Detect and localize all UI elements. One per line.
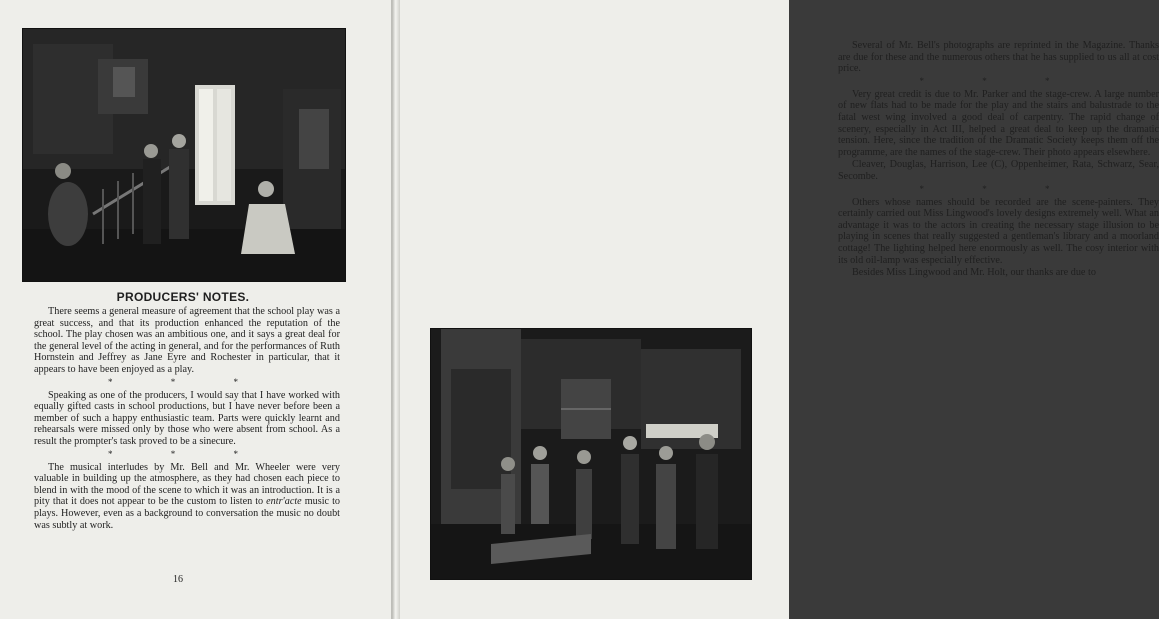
library-scene-illustration	[23, 29, 345, 281]
paragraph-thanks: Besides Miss Lingwood and Mr. Holt, our thanks are due to	[852, 267, 1096, 279]
cottage-scene-illustration	[431, 329, 751, 579]
paragraph-stage-crew: Very great credit is due to Mr. Parker and the stage-crew. A large number of new flats had to be made for the play and the stairs and balustrade to the fatal west wing involved a good deal of carpentry. The rapid change of scenery, especially in Act III, helped a great deal to keep up the dramatic tension. Here, since the tradition of the Dramatic Society keeps them off the programme, are the names of the stage-crew. Their photo appears elsewhere.	[838, 88, 1159, 158]
section-separator: * * *	[108, 448, 266, 459]
page-number: 16	[173, 574, 183, 585]
stage-crew-names: Cleaver, Douglas, Harrison, Lee (C), Oppenheimer, Rata, Schwarz, Sear, Secombe.	[838, 159, 1159, 182]
paragraph-photographs: Several of Mr. Bell's photographs are reprinted in the Magazine. Thanks are due for these and the numerous others that he has supplied to us all at cost price.	[838, 40, 1159, 75]
paragraph-happy-team: Speaking as one of the producers, I would say that I have worked with equally gifted casts in school productions, but I have never before been a member of such a happy enthusiastic team. Parts were quickly learnt and rehearsals were missed only by those who were absent from school. As a result the prompter's task proved to be a sinecure.	[34, 389, 340, 447]
italic-term: entr'acte	[266, 496, 302, 508]
paragraph-text: music to plays. However, even as a background to conversation the music no doubt was subtly at work.	[34, 496, 340, 531]
producers-notes-heading: PRODUCERS' NOTES.	[116, 290, 250, 304]
paragraph-play-success: There seems a general measure of agreement that the school play was a great success, and that its production enhanced the reputation of the school. The play chosen was an ambitious one, and it says a great deal for the general level of the acting in general, and for the performances of Ruth Hornstein and Jeffrey as Jane Eyre and Rochester in particular, that it appears to have been enjoyed as a play.	[34, 306, 340, 375]
stage-scene-photo-cottage	[430, 328, 752, 580]
book-gutter	[392, 0, 400, 619]
section-separator: * * *	[919, 183, 1078, 194]
left-text-column	[34, 306, 340, 532]
section-separator: * * *	[919, 75, 1078, 86]
paragraph-scene-painters: Others whose names should be recorded are the scene-painters. They certainly carried out Miss Lingwood's lovely designs extremely well. What an advantage it was to the actors in creating the necessary stage illusion to be playing in scenes that really suggested a gentleman's library and a moorland cottage! The lighting helped here enormously as well. The cosy interior with its old oil-lamp was especially effective.	[838, 196, 1159, 266]
right-text-column	[838, 40, 1159, 280]
paragraph-text: The musical interludes by Mr. Bell and Mr. Wheeler were very valuable in building up the atmosphere, as they had chosen each piece to blend in with the mood of the scene to which it was an introduction. It is a pity that it does not appear to be the custom to listen to	[34, 461, 340, 508]
paragraph-musical-interludes	[34, 462, 340, 532]
section-separator: * * *	[108, 376, 266, 387]
stage-scene-photo-library	[22, 28, 346, 282]
left-page	[0, 0, 392, 619]
